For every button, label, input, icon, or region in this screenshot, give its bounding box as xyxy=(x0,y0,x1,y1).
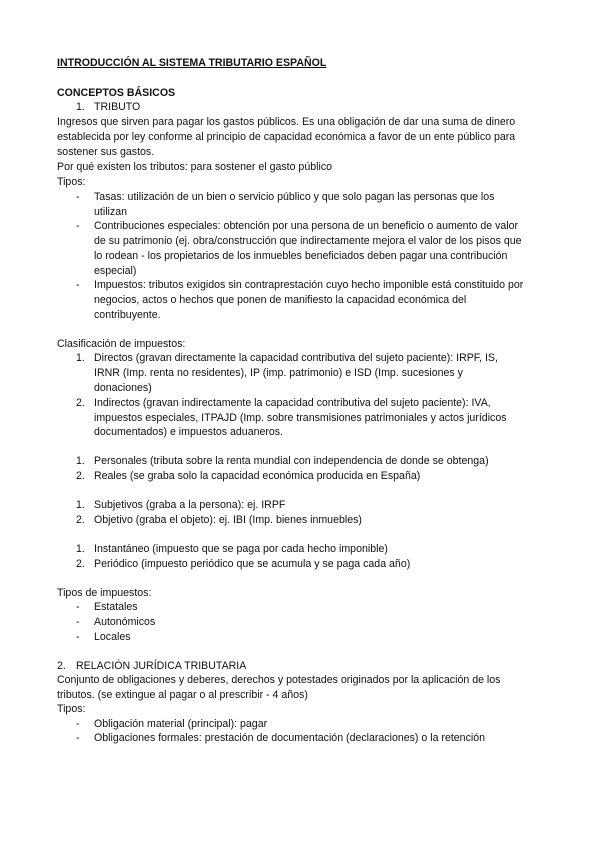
list-item-line: Subjetivos (graba a la persona): ej. IRPF xyxy=(94,499,286,511)
list-item-line: Objetivo (graba el objeto): ej. IBI (Imp. bienes inmuebles) xyxy=(94,514,362,526)
list-item-line: Directos (gravan directamente la capacidad contributiva del sujeto paciente): IRPF, IS, xyxy=(94,352,498,364)
list-item-line: negocios, actos o hechos que ponen de manifiesto la capacidad económica del xyxy=(94,294,467,306)
section-1-heading: TRIBUTO xyxy=(94,101,141,113)
list-number: 1. xyxy=(76,543,85,555)
list-item-line: donaciones) xyxy=(94,382,152,394)
section-1-number: 1. xyxy=(76,101,85,113)
list-item-line: Locales xyxy=(94,631,131,643)
tipos-impuestos-label: Tipos de impuestos: xyxy=(57,587,152,599)
list-item-line: lo rodean - los propietarios de los inmuebles beneficiados deben pagar una contribución xyxy=(94,250,508,262)
clasificacion-label: Clasificación de impuestos: xyxy=(57,338,186,350)
definition-line: Ingresos que sirven para pagar los gastos públicos. Es una obligación de dar una suma de dinero xyxy=(57,116,516,128)
list-item-line: documentados) e impuestos aduaneros. xyxy=(94,426,284,438)
tipos-label: Tipos: xyxy=(57,703,86,715)
list-item-line: Obligaciones formales: prestación de documentación (declaraciones) o la retención xyxy=(94,732,486,744)
list-item-line: especial) xyxy=(94,265,137,277)
list-dash: - xyxy=(76,732,80,744)
why-line: Por qué existen los tributos: para sostener el gasto público xyxy=(57,161,333,173)
definition-line: sostener sus gastos. xyxy=(57,146,155,158)
section-2-number: 2. xyxy=(57,660,66,672)
document-title: INTRODUCCIÓN AL SISTEMA TRIBUTARIO ESPAÑOL xyxy=(57,57,327,69)
list-dash: - xyxy=(76,191,80,203)
list-item-line: Indirectos (gravan indirectamente la capacidad contributiva del sujeto paciente): IVA, xyxy=(94,397,491,409)
list-dash: - xyxy=(76,220,80,232)
list-number: 2. xyxy=(76,470,85,482)
list-number: 1. xyxy=(76,455,85,467)
list-number: 2. xyxy=(76,514,85,526)
list-number: 1. xyxy=(76,499,85,511)
definition-line: tributos. (se extingue al pagar o al prescribir - 4 años) xyxy=(57,689,308,701)
list-item-line: Periódico (impuesto periódico que se acumula y se paga cada año) xyxy=(94,558,411,570)
section-2-heading: RELACIÓN JURÍDICA TRIBUTARIA xyxy=(76,660,247,672)
list-number: 2. xyxy=(76,397,85,409)
list-dash: - xyxy=(76,601,80,613)
list-number: 2. xyxy=(76,558,85,570)
list-item-line: Estatales xyxy=(94,601,138,613)
list-item-line: Impuestos: tributos exigidos sin contraprestación cuyo hecho imponible está constituido por xyxy=(94,279,524,291)
list-item-line: Personales (tributa sobre la renta mundial con independencia de donde se obtenga) xyxy=(94,455,489,467)
list-dash: - xyxy=(76,631,80,643)
list-item-line: contribuyente. xyxy=(94,309,161,321)
list-dash: - xyxy=(76,718,80,730)
list-item-line: Autonómicos xyxy=(94,616,156,628)
list-item-line: utilizan xyxy=(94,206,127,218)
definition-line: Conjunto de obligaciones y deberes, derechos y potestades originados por la aplicación de los xyxy=(57,674,501,686)
list-item-line: Tasas: utilización de un bien o servicio público y que solo pagan las personas que los xyxy=(94,191,495,203)
list-item-line: IRNR (Imp. renta no residentes), IP (imp. patrimonio) e ISD (Imp. sucesiones y xyxy=(94,367,463,379)
list-item-line: Obligación material (principal): pagar xyxy=(94,718,268,730)
list-item-line: de su patrimonio (ej. obra/construcción que indirectamente mejora el valor de los pisos que xyxy=(94,235,522,247)
list-dash: - xyxy=(76,616,80,628)
section-heading: CONCEPTOS BÁSICOS xyxy=(57,87,176,99)
tipos-label: Tipos: xyxy=(57,176,86,188)
list-item-line: impuestos especiales, ITPAJD (Imp. sobre transmisiones patrimoniales y actos jurídicos xyxy=(94,412,507,424)
definition-line: establecida por ley conforme al principio de capacidad económica a favor de un ente público para xyxy=(57,131,516,143)
list-item-line: Reales (se graba solo la capacidad económica producida en España) xyxy=(94,470,421,482)
list-number: 1. xyxy=(76,352,85,364)
list-item-line: Instantáneo (impuesto que se paga por cada hecho imponible) xyxy=(94,543,388,555)
list-item-line: Contribuciones especiales: obtención por una persona de un beneficio o aumento de valor xyxy=(94,220,519,232)
list-dash: - xyxy=(76,279,80,291)
